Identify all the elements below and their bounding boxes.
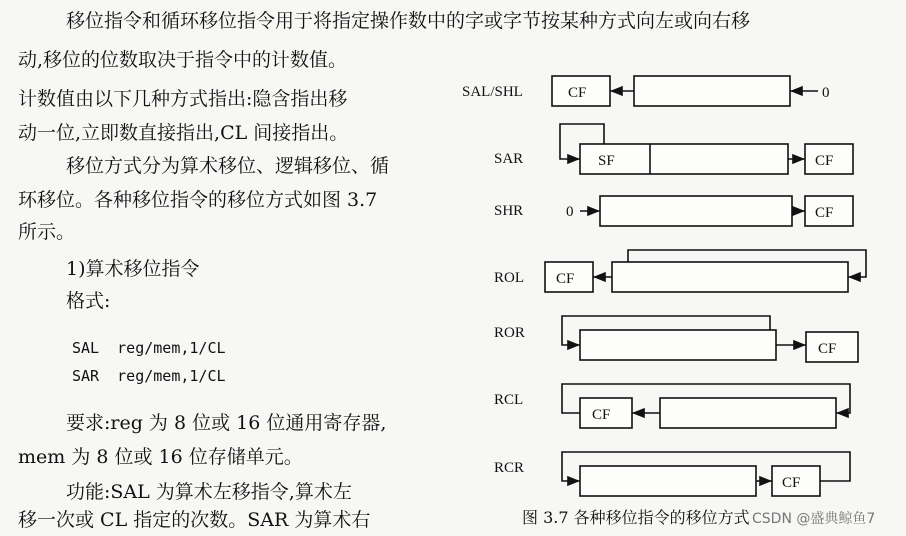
watermark: CSDN @盛典鲸鱼7 bbox=[752, 511, 876, 527]
shr-diagram bbox=[580, 196, 853, 226]
shr-cf: CF bbox=[815, 205, 834, 221]
code-line-sal: SAL reg/mem,1/CL bbox=[72, 339, 226, 357]
rol-cf: CF bbox=[556, 271, 575, 287]
rcr-cf: CF bbox=[782, 475, 801, 491]
rcl-cf: CF bbox=[592, 407, 611, 423]
label-rcl: RCL bbox=[494, 392, 524, 408]
label-ror: ROR bbox=[494, 325, 525, 341]
sal-cf: CF bbox=[568, 85, 587, 101]
para-line-6: 环移位。各种移位指令的移位方式如图 3.7 bbox=[18, 189, 378, 211]
para-line-3: 计数值由以下几种方式指出:隐含指出移 bbox=[18, 88, 348, 110]
label-sal: SAL/SHL bbox=[462, 84, 523, 100]
para-line-11: mem 为 8 位或 16 位存储单元。 bbox=[18, 446, 303, 468]
para-line-4: 动一位,立即数直接指出,CL 间接指出。 bbox=[18, 122, 349, 144]
format-label: 格式: bbox=[66, 290, 111, 312]
label-shr: SHR bbox=[494, 203, 524, 219]
rol-diagram bbox=[545, 250, 866, 292]
rcr-diagram bbox=[562, 452, 850, 496]
label-sar: SAR bbox=[494, 151, 524, 167]
para-line-5: 移位方式分为算术移位、逻辑移位、循 bbox=[66, 155, 390, 177]
code-line-sar: SAR reg/mem,1/CL bbox=[72, 367, 226, 385]
para-line-10: 要求:reg 为 8 位或 16 位通用寄存器, bbox=[66, 412, 387, 434]
sal-zero: 0 bbox=[822, 85, 830, 101]
label-rcr: RCR bbox=[494, 460, 525, 476]
para-line-1: 移位指令和循环移位指令用于将指定操作数中的字或字节按某种方式向左或向右移 bbox=[66, 10, 751, 32]
para-line-13: 移一次或 CL 指定的次数。SAR 为算术右 bbox=[18, 509, 371, 531]
para-line-7: 所示。 bbox=[18, 221, 76, 243]
sar-sf: SF bbox=[598, 153, 615, 169]
label-rol: ROL bbox=[494, 270, 524, 286]
sar-cf: CF bbox=[815, 153, 834, 169]
sal-diagram bbox=[552, 76, 818, 106]
ror-diagram bbox=[562, 316, 858, 362]
para-line-2: 动,移位的位数取决于指令中的计数值。 bbox=[18, 49, 348, 71]
para-line-12: 功能:SAL 为算术左移指令,算术左 bbox=[66, 481, 352, 503]
shr-zero: 0 bbox=[566, 204, 574, 220]
section-heading: 1)算术移位指令 bbox=[66, 258, 200, 280]
figure-caption: 图 3.7 各种移位指令的移位方式 bbox=[522, 508, 750, 527]
ror-cf: CF bbox=[818, 341, 837, 357]
